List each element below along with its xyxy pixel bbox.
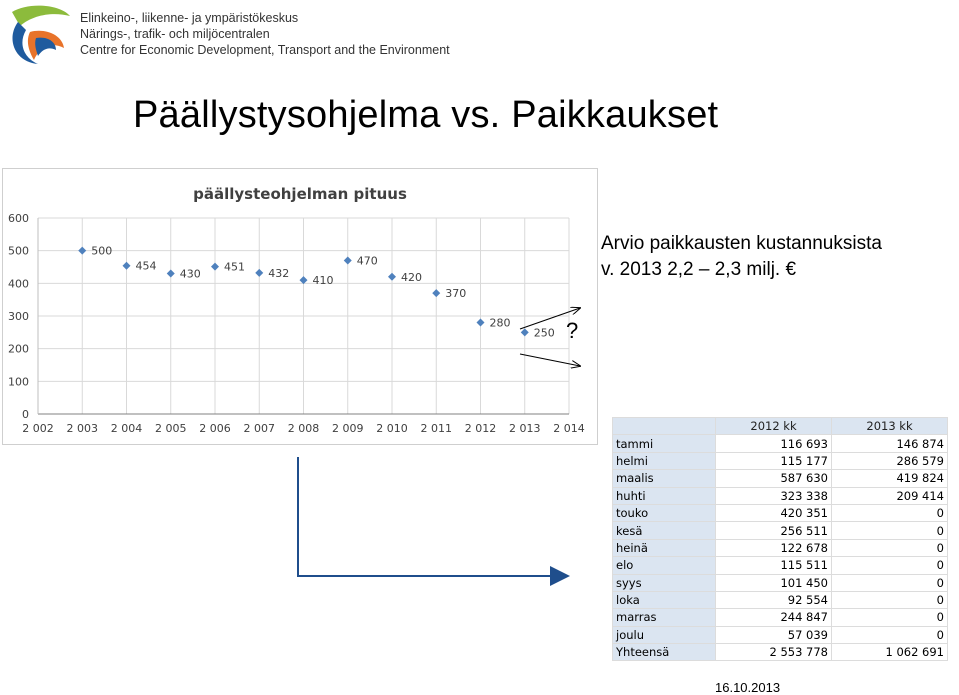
trend-arrow-lower — [520, 354, 580, 366]
value-2012: 244 847 — [716, 609, 832, 626]
data-label: 280 — [489, 316, 511, 330]
value-2013: 209 414 — [832, 487, 948, 504]
value-2012: 122 678 — [716, 539, 832, 556]
row-label: heinä — [613, 539, 716, 556]
value-2013: 146 874 — [832, 435, 948, 452]
note-line-2: v. 2013 2,2 – 2,3 milj. € — [601, 259, 797, 280]
x-tick-label: 2 002 — [22, 422, 54, 435]
header-blank — [613, 418, 716, 435]
table-row — [613, 557, 948, 574]
table-row — [613, 504, 948, 521]
slide-date: 16.10.2013 — [715, 680, 781, 695]
table-row — [613, 626, 948, 643]
table-row — [613, 539, 948, 556]
x-tick-label: 2 011 — [420, 422, 452, 435]
y-tick-label: 500 — [8, 244, 29, 258]
value-2013: 0 — [832, 609, 948, 626]
chart-title: päällysteohjelman pituus — [193, 185, 407, 203]
y-tick-label: 600 — [8, 212, 29, 225]
value-2013: 0 — [832, 626, 948, 643]
row-label: huhti — [613, 487, 716, 504]
note-line-1: Arvio paikkausten kustannuksista — [601, 233, 882, 254]
org-name-sv: Närings-, trafik- och miljöcentralen — [80, 27, 270, 41]
org-name-fi: Elinkeino-, liikenne- ja ympäristökeskus — [80, 11, 299, 25]
data-label: 500 — [91, 244, 113, 258]
y-tick-label: 300 — [8, 310, 29, 323]
data-label: 370 — [445, 287, 467, 301]
row-label: tammi — [613, 435, 716, 452]
y-tick-label: 100 — [8, 375, 29, 389]
value-2012: 587 630 — [716, 470, 832, 487]
x-tick-label: 2 010 — [376, 422, 408, 435]
link-arrow-to-table — [298, 457, 566, 576]
data-label: 470 — [356, 254, 378, 268]
row-label: joulu — [613, 626, 716, 643]
x-tick-label: 2 013 — [509, 422, 541, 435]
value-2013: 419 824 — [832, 470, 948, 487]
row-label: syys — [613, 574, 716, 591]
table-row — [613, 591, 948, 608]
table-row — [613, 574, 948, 591]
table-row — [613, 435, 948, 452]
value-2012: 323 338 — [716, 487, 832, 504]
value-2012: 115 177 — [716, 452, 832, 469]
value-2012: 420 351 — [716, 504, 832, 521]
x-tick-label: 2 003 — [66, 422, 98, 435]
row-label: helmi — [613, 452, 716, 469]
data-label: 420 — [401, 270, 422, 284]
y-tick-label: 200 — [8, 342, 29, 356]
value-2013: 286 579 — [832, 452, 948, 469]
org-name-en: Centre for Economic Development, Transport and the Environment — [80, 43, 450, 57]
slide-title: Päällystysohjelma vs. Paikkaukset — [133, 94, 719, 136]
data-label: 250 — [533, 326, 555, 340]
data-label: 454 — [135, 259, 157, 273]
value-2012: 57 039 — [716, 626, 832, 643]
x-tick-label: 2 009 — [332, 422, 364, 435]
cost-estimate-note — [601, 231, 882, 283]
table-row — [613, 609, 948, 626]
x-tick-label: 2 008 — [287, 422, 320, 435]
value-2013: 0 — [832, 522, 948, 539]
data-label: 410 — [312, 274, 334, 288]
total-2012: 2 553 778 — [716, 644, 832, 661]
x-tick-label: 2 005 — [155, 422, 187, 435]
value-2013: 0 — [832, 574, 948, 591]
table-row — [613, 452, 948, 469]
value-2012: 101 450 — [716, 574, 832, 591]
data-label: 451 — [224, 260, 245, 274]
y-tick-label: 400 — [8, 277, 29, 291]
patching-costs-table — [612, 417, 948, 661]
y-tick-label: 0 — [22, 408, 29, 421]
value-2013: 0 — [832, 539, 948, 556]
header-2012: 2012 kk — [716, 418, 832, 435]
data-label: 430 — [179, 267, 201, 281]
header-2013: 2013 kk — [832, 418, 948, 435]
value-2013: 0 — [832, 557, 948, 574]
table-header-row — [613, 418, 948, 435]
row-label: marras — [613, 609, 716, 626]
table-row — [613, 522, 948, 539]
row-label: kesä — [613, 522, 716, 539]
x-tick-label: 2 012 — [464, 422, 497, 435]
x-tick-label: 2 007 — [243, 422, 275, 435]
row-label: touko — [613, 504, 716, 521]
value-2012: 116 693 — [716, 435, 832, 452]
total-label: Yhteensä — [613, 644, 716, 661]
value-2013: 0 — [832, 591, 948, 608]
x-tick-label: 2 014 — [553, 422, 585, 435]
table-total-row — [613, 644, 948, 661]
value-2012: 256 511 — [716, 522, 832, 539]
data-label: 432 — [268, 266, 290, 280]
total-2013: 1 062 691 — [832, 644, 948, 661]
value-2012: 115 511 — [716, 557, 832, 574]
question-mark: ? — [566, 318, 579, 343]
row-label: maalis — [613, 470, 716, 487]
row-label: elo — [613, 557, 716, 574]
value-2013: 0 — [832, 504, 948, 521]
table-row — [613, 487, 948, 504]
value-2012: 92 554 — [716, 591, 832, 608]
table-row — [613, 470, 948, 487]
x-tick-label: 2 006 — [199, 422, 231, 435]
x-tick-label: 2 004 — [110, 422, 143, 435]
row-label: loka — [613, 591, 716, 608]
